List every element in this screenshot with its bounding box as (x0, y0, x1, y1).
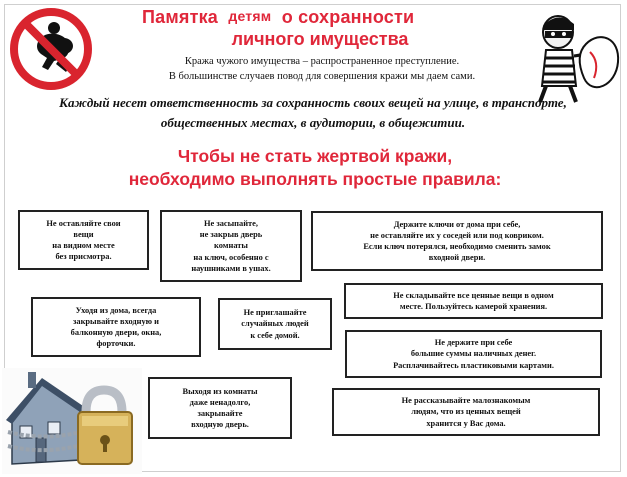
responsibility-line: Каждый несет ответственность за сохранность своих вещей на улице, в транспорте, (59, 95, 567, 110)
intro-line: Кража чужого имущества – распространенное преступление. (184, 56, 460, 67)
rule-text-line: Расплачивайтесь пластиковыми картами. (393, 360, 554, 370)
rule-text-line: закрывайте (197, 409, 243, 418)
rule-box-3 (311, 211, 603, 271)
rule-text-line: без присмотра. (55, 252, 112, 262)
rule-text-line: Не рассказывайте малознакомым (401, 396, 531, 406)
rule-text-line: Не засыпайте, (204, 218, 258, 228)
rule-text-line: Не складывайте все ценные вещи в одном (393, 290, 554, 300)
rule-text-line: хранится у Вас дома. (426, 418, 506, 428)
responsibility-line: общественных местах, в аудитории, в общежитии. (160, 115, 466, 130)
rule-text-line: большие суммы наличных денег. (410, 349, 537, 359)
rule-text-line: людям, что из ценных вещей (411, 407, 521, 417)
rule-text-line: входной двери. (428, 253, 486, 263)
rule-text-line: входную дверь. (191, 420, 249, 430)
rule-text-line: форточки. (96, 339, 136, 349)
page-title-line1: Памятка детям о сохранности (142, 7, 415, 27)
rule-text-line: к себе домой. (250, 330, 300, 340)
rule-box-7 (345, 330, 602, 378)
rule-text-line: месте. Пользуйтесь камерой хранения. (399, 302, 548, 311)
rule-box-6 (218, 298, 332, 350)
intro-line: В большинстве случаев повод для совершения кражи мы даем сами. (168, 71, 476, 82)
rules-heading-line: Чтобы не стать жертвой кражи, (177, 146, 453, 166)
page-title-line2: личного имущества (231, 29, 409, 49)
rule-box-2 (160, 210, 302, 282)
rule-text-line: Держите ключи от дома при себе, (393, 219, 521, 229)
rule-text-line: на ключ, особенно с (193, 252, 269, 262)
intro-text (118, 54, 526, 84)
rule-text-line: не закрыв дверь (199, 230, 263, 240)
rule-text-line: наушниками в ушах. (191, 263, 271, 273)
rules-heading (50, 145, 580, 191)
no-thief-sign-icon (8, 6, 94, 92)
rule-box-1 (18, 210, 149, 270)
rule-text-line: Уходя из дома, всегда (75, 305, 157, 315)
rule-text-line: Выходя из комнаты (182, 386, 258, 396)
rule-text-line: Не оставляйте свои (46, 218, 121, 228)
rule-text-line: Не держите при себе (434, 338, 513, 348)
rules-heading-line: необходимо выполнять простые правила: (128, 169, 502, 189)
rule-text-line: вещи (73, 229, 94, 239)
rule-text-line: на видном месте (52, 241, 115, 250)
rule-box-9 (332, 388, 600, 436)
rule-box-4 (344, 283, 603, 319)
responsibility-text (14, 93, 612, 133)
thief-with-bag-icon (528, 4, 623, 104)
rule-box-5 (31, 297, 201, 357)
rule-text-line: балконную двери, окна, (70, 328, 162, 337)
rule-text-line: не оставляйте их у соседей или под ковриком. (370, 230, 544, 240)
rule-text-line: Не приглашайте (243, 308, 307, 318)
rule-box-8 (148, 377, 292, 439)
house-with-padlock-icon (2, 368, 142, 474)
rule-text-line: комнаты (214, 241, 248, 251)
rule-text-line: закрывайте входную и (73, 316, 159, 326)
rule-text-line: даже ненадолго, (189, 397, 251, 407)
rule-text-line: Если ключ потерялся, необходимо сменить замок (363, 242, 551, 251)
rule-text-line: случайных людей (241, 319, 309, 329)
